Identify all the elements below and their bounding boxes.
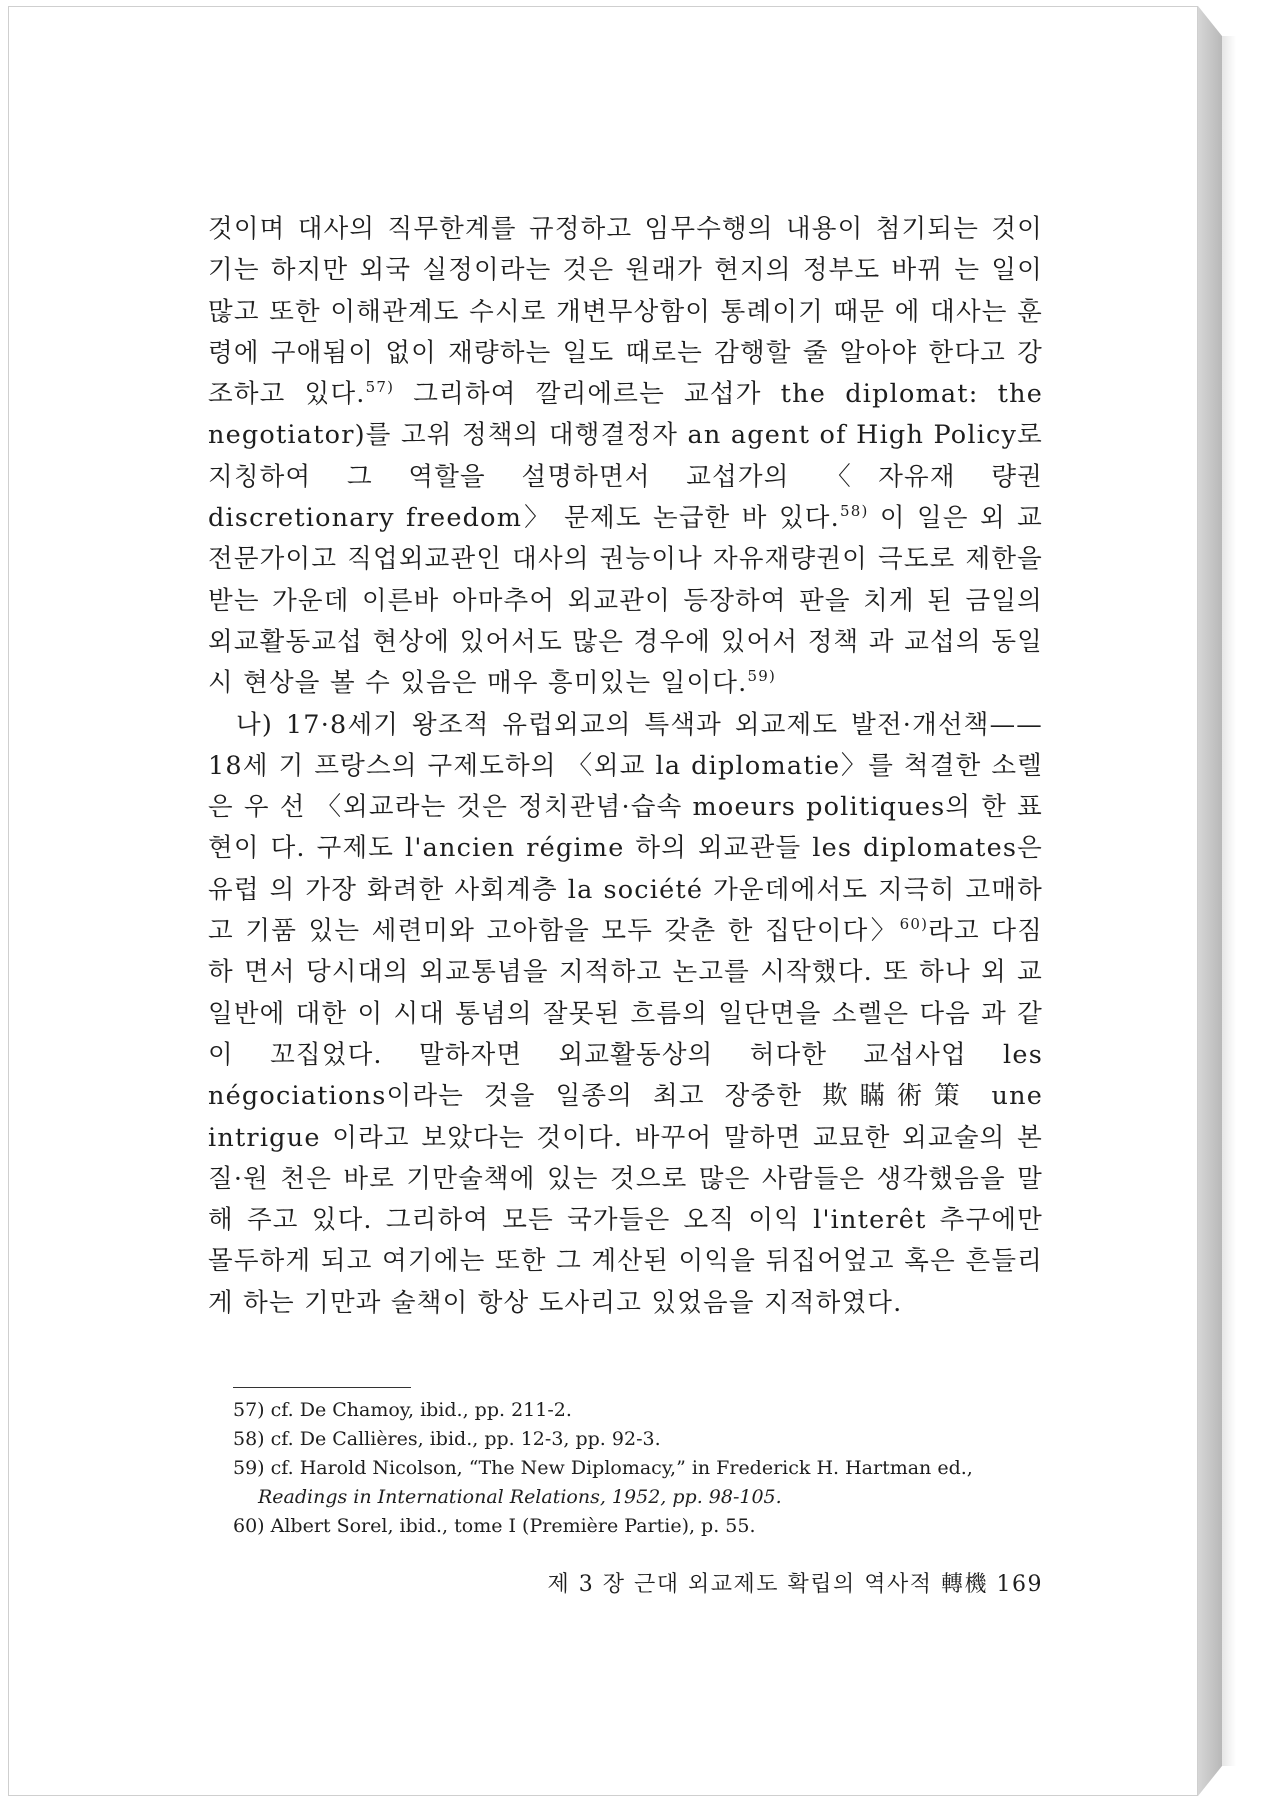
text-line: 이 일은 외 (879, 503, 1006, 534)
text-line: High Policy로 지칭하여 그 역할을 설명하면서 교섭가의 〈자유재 (208, 420, 1043, 492)
text-line: négociations이라는 것을 일종의 최고 장중한 欺瞞術策 une intrigue (208, 1081, 1043, 1153)
text-line: 선 〈외교라는 것은 정치관념·습속 moeurs politiques의 한 표현이 (208, 792, 1043, 864)
text-line: 것이기는 하지만 외국 실정이라는 것은 원래가 현지의 정부도 바뀌 (208, 214, 1043, 286)
footnotes (233, 1396, 1043, 1541)
text-line: 나) 17·8세기 왕조적 유럽외교의 특색과 외교제도 발전·개선책——18세 (208, 709, 1043, 781)
text-line: 교전문가이고 직업외교관인 대사의 권능이나 자유재량권이 극도로 (208, 503, 1043, 575)
footnote-60: 60) Albert Sorel, ibid., tome I (Première Partie), p. 55. (233, 1515, 756, 1537)
text-line: diplomat: the negotiator)를 고위 정책의 대행결정자 an agent of (208, 379, 1044, 451)
text-line: 기품 있는 세련미와 고아함을 모두 갖춘 한 집단이다〉 (245, 916, 900, 947)
paragraph-1 (208, 209, 1043, 705)
text-line: 알아야 한다고 강조하고 있다. (208, 337, 1043, 410)
text-line: 흔들리게 하는 기만과 술책이 항상 도사리고 있었음을 지적하였다. (208, 1246, 1043, 1318)
footnote-ref-60: 60) (899, 915, 929, 934)
text-line: 주고 있다. 그리하여 모든 국가들은 오직 이익 l'interêt 추구에만 (246, 1205, 1043, 1236)
page-edge (1198, 6, 1222, 1796)
text-line: 량권 discretionary freedom〉 문제도 논급한 바 있다. (208, 461, 1043, 534)
text-line: 제한을 받는 가운데 이른바 아마추어 외교관이 등장하여 판을 치게 (208, 544, 1043, 616)
text-line: 는 일이 많고 또한 이해관계도 수시로 개변무상함이 통례이기 때문 (208, 255, 1043, 327)
text-line: 면서 당시대의 외교통념을 지적하고 논고를 시작했다. 또 하나 외 (244, 957, 1007, 988)
text-line: 과 같이 꼬집었다. 말하자면 외교활동상의 허다한 교섭사업 les (208, 998, 1043, 1070)
footnote-59-continued: Readings in International Relations, 1952, pp. 98-105. (258, 1486, 782, 1508)
text-line: 그리하여 깔리에르는 교섭가 the (413, 379, 827, 410)
text-line: 의 가장 화려한 사회계층 la société 가운데에서도 지극히 고매하고 (208, 874, 1043, 947)
text-line: 라고 다짐하 (208, 916, 1044, 988)
text-line: 에 대사는 훈령에 구애됨이 없이 재량하는 일도 때로는 감행할 줄 (208, 296, 1044, 368)
text-line: 교 일반에 대한 이 시대 통념의 잘못된 흐름의 일단면을 소렐은 다음 (208, 957, 1043, 1029)
page-shadow (1222, 36, 1236, 1766)
text-line: 몰두하게 되고 여기에는 또한 그 계산된 이익을 뒤집어엎고 혹은 (208, 1246, 956, 1277)
footnote-ref-59: 59) (747, 667, 776, 686)
footnote-58: 58) cf. De Callières, ibid., pp. 12-3, pp. 92-3. (233, 1428, 661, 1450)
footnote-ref-58: 58) (839, 502, 869, 521)
running-footer: 제 3 장 근대 외교제도 확립의 역사적 轉機 169 (547, 1572, 1043, 1597)
main-text (208, 209, 1043, 1324)
footnote-ref-57: 57) (365, 378, 395, 397)
text-line: 것이며 대사의 직무한계를 규정하고 임무수행의 내용이 첨기되는 (208, 214, 980, 244)
paragraph-2 (208, 705, 1043, 1324)
text-line: 다. 구제도 l'ancien régime 하의 외교관들 les diplomates은 유럽 (208, 833, 1043, 905)
text-line: 이라고 보았다는 것이다. 바꾸어 말하면 교묘한 외교술의 본질·원 (208, 1122, 1043, 1194)
footnote-59: 59) cf. Harold Nicolson, “The New Diplomacy,” in Frederick H. Hartman ed., (233, 1457, 973, 1479)
footnote-57: 57) cf. De Chamoy, ibid., pp. 211-2. (233, 1399, 572, 1421)
text-line: 천은 바로 기만술책에 있는 것으로 많은 사람들은 생각했음을 말해 (208, 1163, 1043, 1236)
footnote-rule (233, 1387, 411, 1388)
text-line: 된 금일의 외교활동교섭 현상에 있어서도 많은 경우에 있어서 정책 (208, 585, 1044, 657)
text-line: 기 프랑스의 구제도하의 〈외교 la diplomatie〉를 척결한 소렐은 우 (208, 750, 1043, 823)
text-line: 과 교섭의 동일시 현상을 볼 수 있음은 매우 흥미있는 일이다. (208, 626, 1043, 699)
